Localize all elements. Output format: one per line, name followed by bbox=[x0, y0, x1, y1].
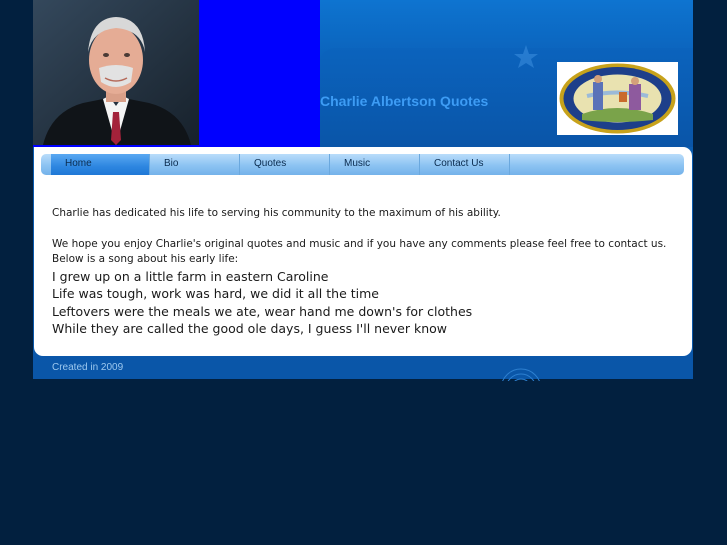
lyric-line: I grew up on a little farm in eastern Caroline bbox=[52, 268, 329, 284]
site-title: Charlie Albertson Quotes bbox=[320, 93, 489, 109]
nav-quotes[interactable]: Quotes bbox=[240, 154, 330, 175]
intro-paragraph: Charlie has dedicated his life to serving his community to the maximum of his ability. bbox=[52, 207, 501, 219]
footer-text: Created in 2009 bbox=[52, 362, 124, 373]
star-icon bbox=[513, 44, 539, 70]
nav-home[interactable]: Home bbox=[51, 154, 150, 175]
nav-music[interactable]: Music bbox=[330, 154, 420, 175]
lyric-line: Leftovers were the meals we ate, wear hand me down's for clothes bbox=[52, 303, 473, 319]
nav-bio[interactable]: Bio bbox=[150, 154, 240, 175]
intro-paragraph-2: We hope you enjoy Charlie's original quotes and music and if you have any comments please feel free to contact us. Below is a song about his early life: bbox=[52, 237, 667, 265]
nav-contact-us[interactable]: Contact Us bbox=[420, 154, 510, 175]
portrait-photo bbox=[33, 0, 199, 145]
footer-swirl-icon bbox=[496, 367, 546, 381]
lyric-line: While they are called the good ole days, I guess I'll never know bbox=[52, 321, 447, 336]
main-navigation bbox=[41, 154, 684, 175]
state-seal-logo bbox=[557, 62, 678, 135]
main-content bbox=[52, 206, 674, 338]
lyric-line: Life was tough, work was hard, we did it all the time bbox=[52, 286, 379, 301]
header-blue-panel bbox=[199, 0, 320, 147]
